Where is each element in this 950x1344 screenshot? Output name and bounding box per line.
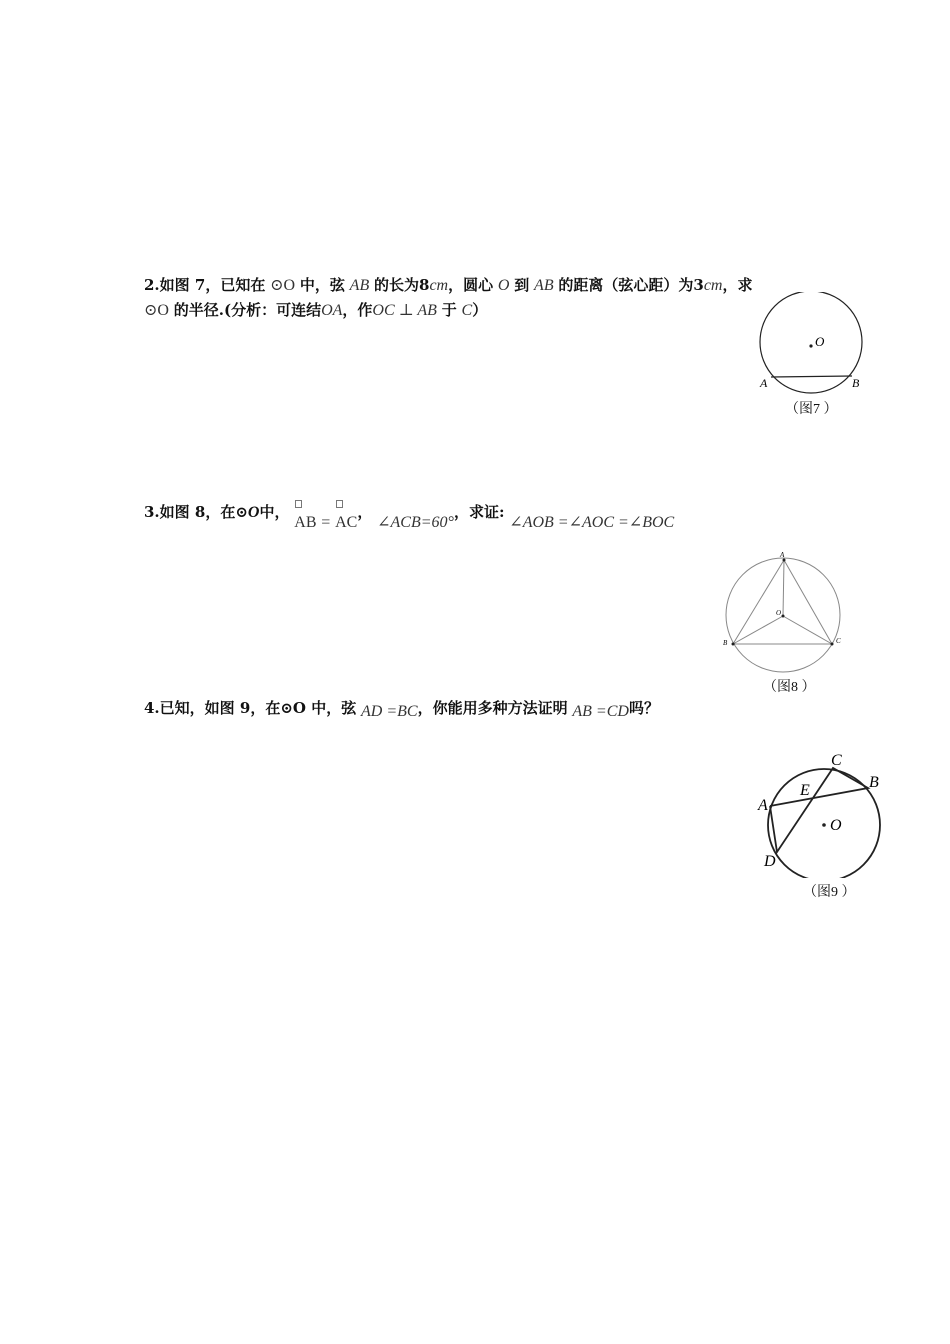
problem-2-text: ，作	[342, 301, 373, 319]
problem-2-number: 2.	[144, 276, 160, 294]
figure-9	[755, 748, 890, 878]
problem-2-text: 中，弦	[299, 276, 345, 294]
figure-8	[718, 548, 848, 678]
problem-2-line-2	[144, 299, 487, 322]
problem-3-text: 中，	[259, 503, 290, 521]
segment-oa: OA	[321, 302, 343, 319]
chord-length: 8	[419, 276, 430, 294]
problem-2-text: ，求	[722, 276, 753, 294]
arc-ac-wrap	[335, 511, 357, 534]
problem-2-text: 到	[514, 276, 530, 294]
chord-distance: 3	[693, 276, 704, 294]
figure-8-segment-oc	[783, 616, 832, 644]
problem-2-text: 的长为	[374, 276, 420, 294]
chord-ab: AB	[534, 277, 554, 294]
figure-9-label-b: B	[869, 774, 879, 791]
problem-3-line	[144, 501, 675, 531]
figure-7-circle	[760, 292, 862, 393]
figure-9-quadrilateral	[770, 768, 868, 852]
problem-2-text: 的距离（弦心距）为	[558, 276, 694, 294]
angle-acb: ∠ACB=60°	[377, 514, 454, 531]
problem-2-text: 的半径.(分析：可连结	[173, 301, 322, 319]
circle-o-symbol: ⊙O	[270, 277, 296, 294]
figure-9-center-dot	[822, 823, 826, 827]
goal-ab-cd: AB =CD	[572, 703, 629, 720]
problem-2-text: ，圆心	[448, 276, 494, 294]
problem-2-text: 于	[441, 301, 457, 319]
unit-cm: cm	[703, 277, 723, 294]
problem-4-text: 已知，如图 9，在⊙O 中，弦	[159, 699, 357, 717]
figure-8-label-a: A	[780, 551, 785, 559]
problem-3-number: 3.	[144, 503, 160, 521]
problem-4-number: 4.	[144, 699, 160, 717]
figure-7	[750, 292, 870, 394]
arc-mark	[295, 500, 302, 508]
problem-4-text: 吗？	[628, 699, 659, 717]
arc-ac: AC	[335, 514, 358, 531]
given-ad-bc: AD =BC	[360, 703, 418, 720]
figure-9-label-e: E	[800, 782, 810, 799]
figure-8-point-o	[782, 615, 785, 618]
figure-8-point-c	[831, 643, 834, 646]
figure-8-caption: （图8 ）	[763, 680, 816, 695]
problem-3-text: ，求证:	[453, 503, 505, 521]
figure-8-label-o: O	[776, 609, 782, 617]
proof-goal: ∠AOB =∠AOC =∠BOC	[509, 514, 675, 531]
problem-3-text: ，	[357, 503, 373, 521]
problem-2-line-1	[144, 274, 753, 297]
unit-cm: cm	[429, 277, 449, 294]
figure-8-segment-oa	[783, 560, 784, 616]
arc-ab-wrap	[294, 511, 316, 534]
arc-mark	[336, 500, 343, 508]
point-c: C	[461, 302, 473, 319]
problem-4-text: ，你能用多种方法证明	[417, 699, 568, 717]
figure-9-label-a: A	[758, 797, 768, 814]
figure-8-segment-ab	[733, 560, 784, 644]
perpendicular-oc-ab: OC ⊥ AB	[372, 302, 437, 319]
figure-7-label-o: O	[815, 334, 825, 349]
center-o: O	[497, 277, 510, 294]
figure-8-segment-ob	[733, 616, 783, 644]
figure-8-point-b	[732, 643, 735, 646]
arc-ab: AB	[294, 514, 317, 531]
figure-7-center-dot	[809, 344, 812, 347]
figure-9-caption: （图9 ）	[803, 885, 856, 900]
figure-8-label-b: B	[723, 639, 728, 647]
chord-ab: AB	[349, 277, 370, 294]
figure-7-label-a: A	[760, 376, 768, 390]
problem-4-line	[144, 697, 659, 720]
problem-2-text: ）	[472, 301, 488, 319]
figure-7-chord-ab	[771, 376, 852, 377]
figure-8-segment-ac	[784, 560, 832, 644]
circle-o-letter: O	[247, 504, 260, 521]
problem-3-text: 如图 8，在⊙	[159, 503, 248, 521]
figure-9-label-d: D	[764, 853, 776, 870]
figure-7-label-b: B	[852, 376, 860, 390]
figure-7-caption: （图7 ）	[785, 402, 838, 417]
figure-8-label-c: C	[836, 637, 841, 645]
equals-sign: =	[321, 514, 331, 531]
figure-9-label-o: O	[830, 817, 842, 834]
problem-2-text: 如图 7，已知在	[159, 276, 266, 294]
figure-9-label-c: C	[831, 752, 842, 769]
circle-o-symbol: ⊙O	[144, 302, 169, 319]
